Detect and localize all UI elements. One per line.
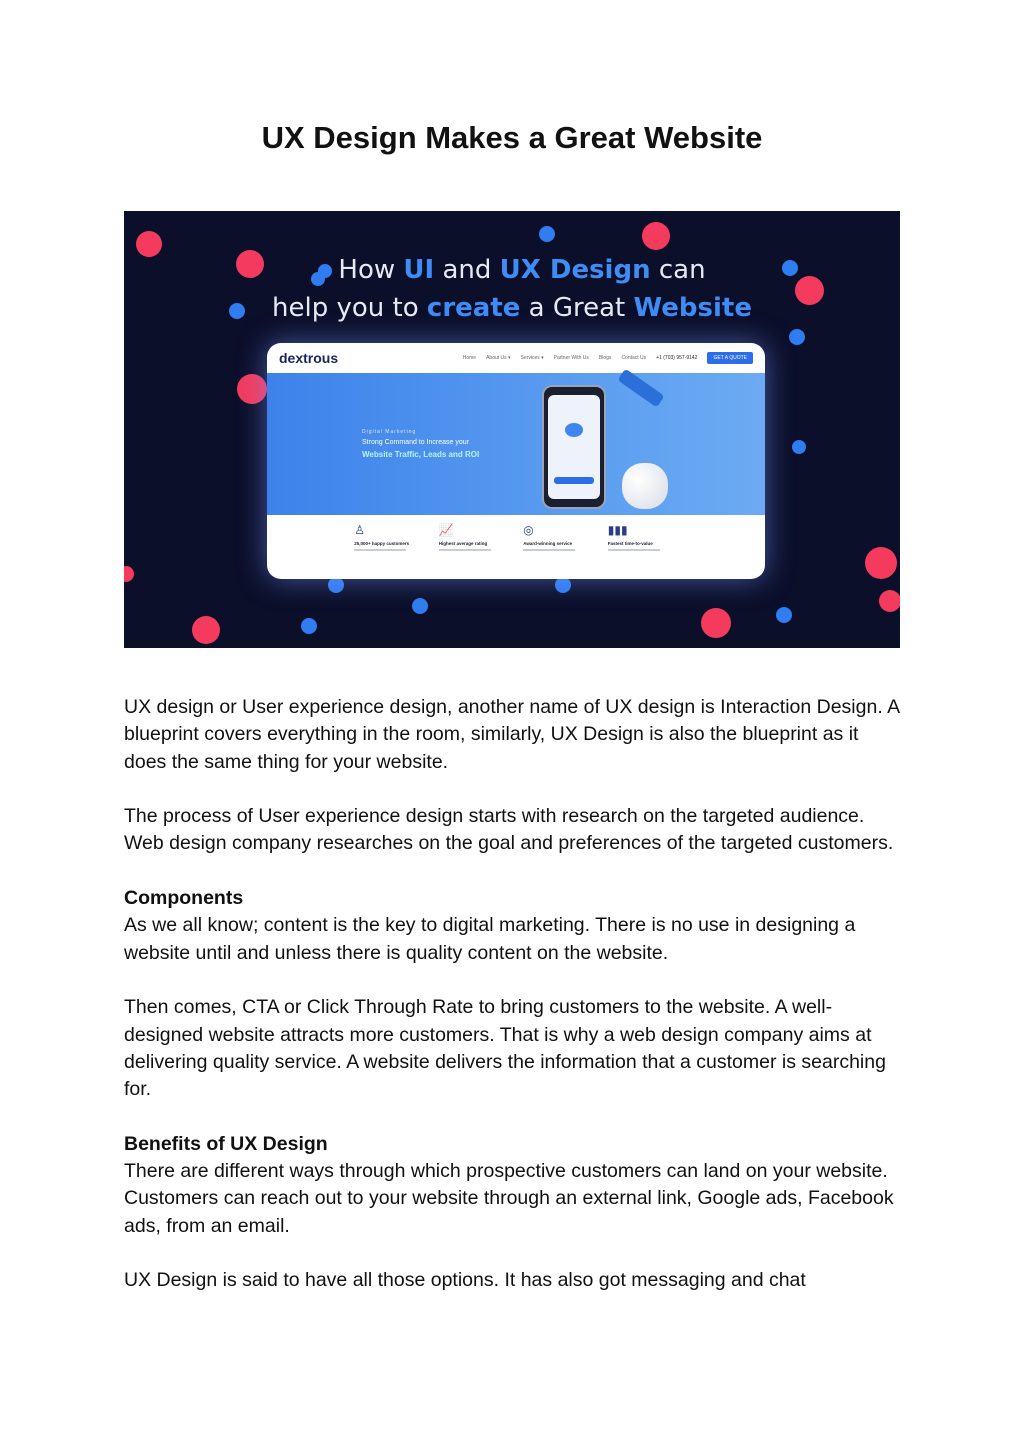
section-heading-components: Components xyxy=(124,887,244,910)
mockup-phone-number: +1 (703) 957-9142 xyxy=(656,355,698,361)
page-title: UX Design Makes a Great Website xyxy=(261,120,763,155)
feature-title: 25,000+ happy customers xyxy=(354,541,410,546)
decor-dot xyxy=(318,264,332,278)
feature-title: Highest average rating xyxy=(438,541,488,546)
hero-headline-1: How UI and UX Design can xyxy=(124,255,900,285)
polyhedron-illustration xyxy=(622,463,668,509)
mockup-banner xyxy=(267,373,765,515)
decor-dot xyxy=(865,547,897,579)
paragraph: UX design or User experience design, another name of UX design is Interaction Design. A blueprint covers everything in the room, similarly, UX Design is also the blueprint as it does the same thing for your website. xyxy=(124,696,900,773)
decor-dot xyxy=(879,590,900,612)
paragraph: There are different ways through which prospective customers can land on your website. Customers can reach out to your website through an external link, Google ads, Facebook ads, from an email. xyxy=(124,1160,894,1237)
mockup-nav xyxy=(267,343,765,373)
decor-dot xyxy=(792,440,806,454)
decor-dot xyxy=(328,577,344,593)
mockup-nav-item: Partner With Us xyxy=(553,355,589,361)
decor-dot xyxy=(136,231,162,257)
mockup-highlight: Website Traffic, Leads and ROI xyxy=(362,450,480,459)
feature-text-line xyxy=(608,549,660,551)
article-body xyxy=(124,694,904,1322)
target-icon: ◎ xyxy=(523,523,534,537)
feature-text-line xyxy=(439,549,491,551)
decor-dot xyxy=(776,607,792,623)
feature-item xyxy=(439,515,509,579)
dextrous-logo: dextrous xyxy=(279,350,339,366)
paragraph: The process of User experience design starts with research on the targeted audience. Web design company researches on the goal and preferences of the targeted customers. xyxy=(124,805,894,855)
feature-title: Award-winning service xyxy=(523,541,573,546)
feature-item xyxy=(523,515,593,579)
feature-title: Fastest time-to-value xyxy=(607,541,653,546)
feature-item xyxy=(354,515,424,579)
hero-headline-2: help you to create a Great Website xyxy=(272,293,752,323)
decor-dot xyxy=(642,222,670,250)
mockup-features xyxy=(267,515,765,579)
mockup-cta-button: GET A QUOTE xyxy=(707,352,753,364)
mockup-nav-item: Home xyxy=(462,355,477,361)
decor-dot xyxy=(192,616,220,644)
chart-icon: 📈 xyxy=(438,523,454,537)
decor-dot xyxy=(539,226,555,242)
section-heading-benefits: Benefits of UX Design xyxy=(124,1132,328,1155)
chat-bubble-icon xyxy=(565,423,583,437)
bars-icon: ▮▮▮ xyxy=(607,523,628,537)
feature-text-line xyxy=(354,549,406,551)
mockup-nav-item: Services ▾ xyxy=(520,355,544,361)
decor-dot xyxy=(124,566,134,582)
phone-illustration xyxy=(542,385,606,509)
mockup-headline: Strong Command to Increase your xyxy=(362,439,469,446)
usb-drive-illustration xyxy=(617,369,664,408)
mockup-kicker: Digital Marketing xyxy=(362,429,417,435)
phone-button xyxy=(554,477,594,484)
feature-item xyxy=(608,515,678,579)
mockup-nav-item: Blogs xyxy=(598,355,612,361)
decor-dot xyxy=(701,608,731,638)
hero-image xyxy=(124,211,900,648)
website-mockup xyxy=(267,343,765,579)
feature-text-line xyxy=(523,549,575,551)
decor-dot xyxy=(555,577,571,593)
decor-dot xyxy=(237,374,267,404)
phone-screen xyxy=(548,395,600,499)
paragraph: As we all know; content is the key to digital marketing. There is no use in designing a website until and unless there is quality content on the website. xyxy=(124,914,856,964)
mockup-nav-item: About Us ▾ xyxy=(486,355,511,361)
user-icon: ♙ xyxy=(354,523,366,537)
decor-dot xyxy=(412,598,428,614)
decor-dot xyxy=(301,618,317,634)
decor-dot xyxy=(789,329,805,345)
mockup-nav-item: Contact Us xyxy=(621,355,647,361)
paragraph: UX Design is said to have all those options. It has also got messaging and chat xyxy=(124,1269,806,1292)
paragraph: Then comes, CTA or Click Through Rate to bring customers to the website. A well-designed website attracts more customers. That is why a web design company aims at delivering quality service. A website delivers the information that a customer is searching for. xyxy=(124,996,886,1101)
